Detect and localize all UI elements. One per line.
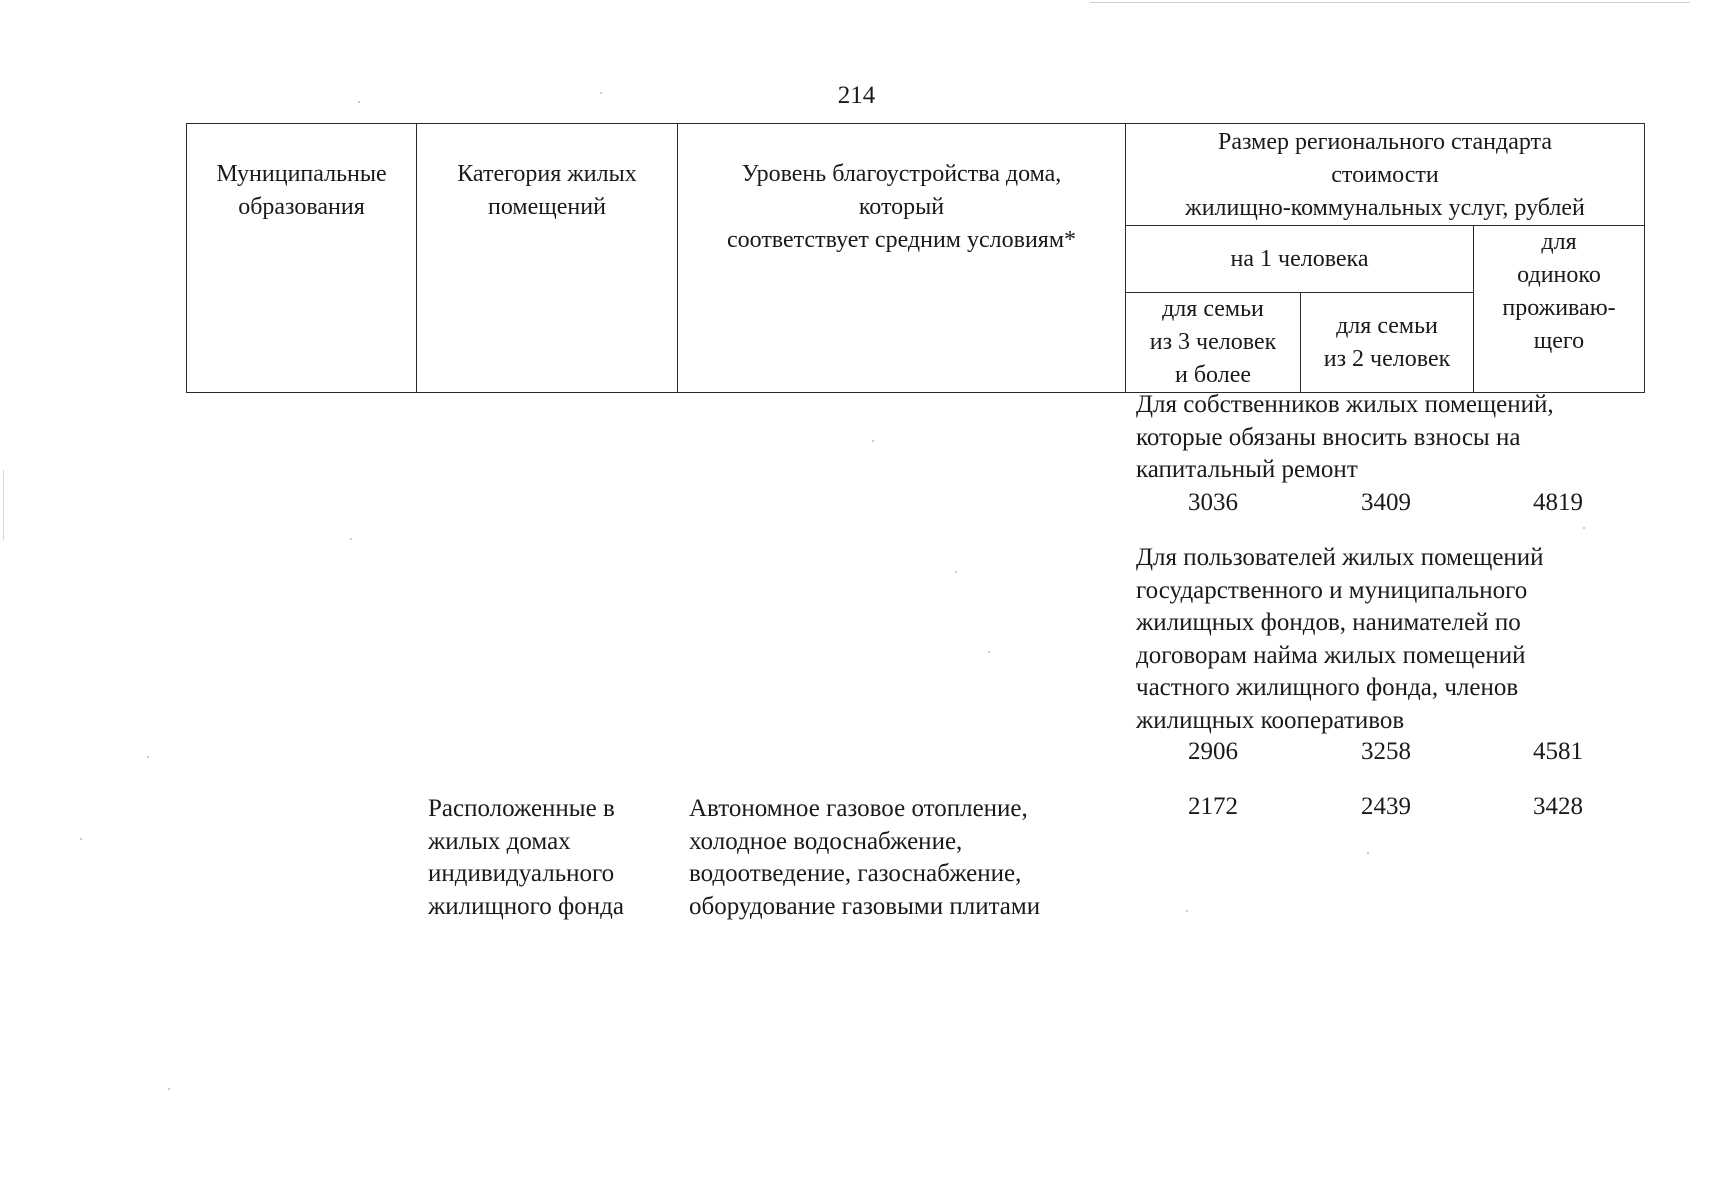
value-family3: 3036 [1188, 489, 1238, 516]
header-single: для одиноко проживаю- щего [1474, 226, 1645, 393]
scan-speck [147, 756, 149, 758]
value-single: 3428 [1533, 793, 1583, 820]
header-per-person: на 1 человека [1126, 226, 1474, 293]
header-family3: для семьи из 3 человек и более [1126, 293, 1301, 393]
row-category: Расположенные в жилых домах индивидуального жилищного фонда [428, 795, 624, 920]
header-category: Категория жилых помещений [417, 124, 678, 393]
scan-speck [358, 101, 360, 103]
value-single: 4581 [1533, 738, 1583, 765]
scan-speck [988, 651, 990, 653]
scan-speck [1367, 852, 1369, 854]
scan-speck [168, 1088, 170, 1090]
header-standard: Размер регионального стандарта стоимости жилищно-коммунальных услуг, рублей [1126, 124, 1645, 226]
scan-speck [600, 92, 602, 94]
value-family2: 3409 [1361, 489, 1411, 516]
scan-edge-line [1090, 2, 1690, 3]
row-level: Автономное газовое отопление, холодное водоснабжение, водоотведение, газоснабжение, оборудование газовыми плитами [689, 795, 1041, 920]
scan-speck [350, 538, 352, 540]
section-label-users: Для пользователей жилых помещений государственного и муниципального жилищных фондов, нанимателей по договорам найма жилых помещений частного жилищного фонда, членов жилищных кооперативов [1136, 544, 1544, 734]
value-single: 4819 [1533, 489, 1583, 516]
section-label-owners: Для собственников жилых помещений, которые обязаны вносить взносы на капитальный ремонт [1136, 391, 1554, 483]
scan-margin-mark [3, 470, 4, 540]
scan-speck [872, 440, 874, 442]
value-family3: 2172 [1188, 793, 1238, 820]
header-municipalities: Муниципальные образования [187, 124, 417, 393]
value-family2: 3258 [1361, 738, 1411, 765]
scan-speck [80, 838, 82, 840]
scan-speck [1186, 910, 1188, 912]
header-table [186, 123, 1645, 393]
scan-speck [955, 571, 957, 573]
value-family2: 2439 [1361, 793, 1411, 820]
page-number: 214 [837, 82, 876, 109]
value-family3: 2906 [1188, 738, 1238, 765]
header-level: Уровень благоустройства дома, который соответствует средним условиям* [678, 124, 1126, 393]
header-family2: для семьи из 2 человек [1301, 293, 1474, 393]
scan-speck [1583, 527, 1585, 529]
